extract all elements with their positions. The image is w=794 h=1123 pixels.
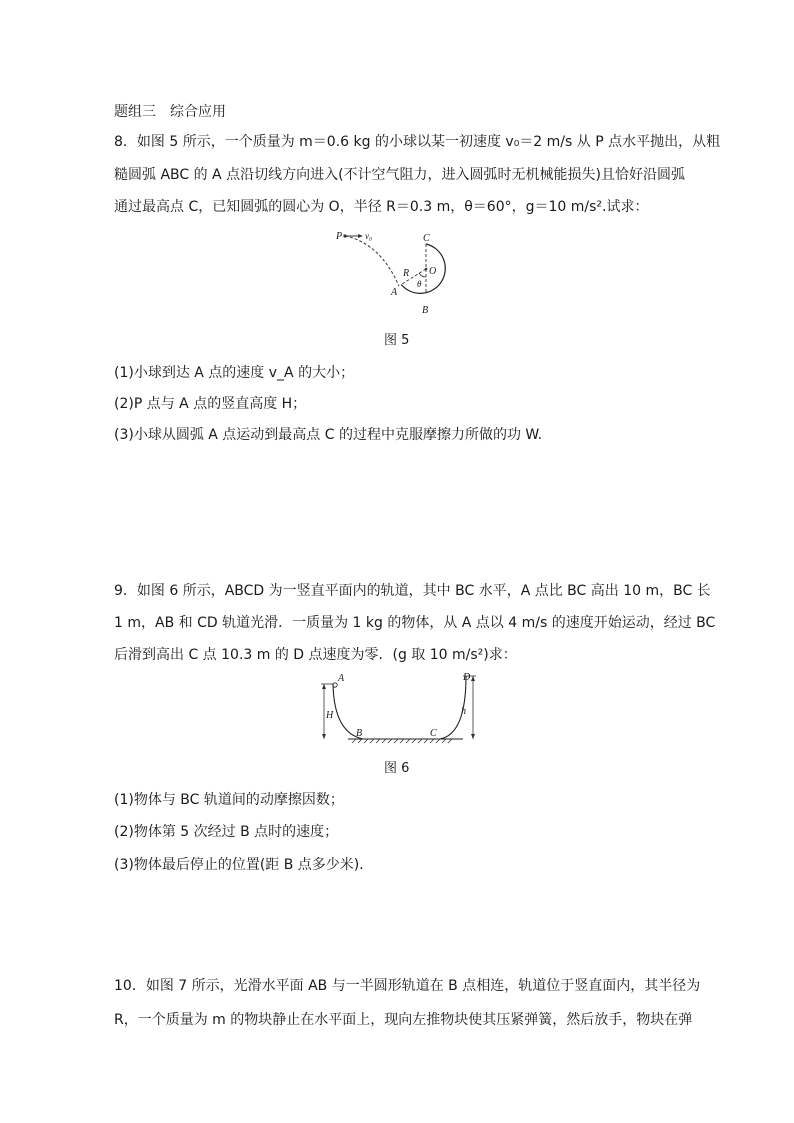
q9-line-2: 1 m，AB 和 CD 轨道光滑．一质量为 1 kg 的物体，从 A 点以 4 m/s 的速度开始运动，经过 BC: [114, 615, 716, 631]
q10-line-1: 10．如图 7 所示，光滑水平面 AB 与一半圆形轨道在 B 点相连，轨道位于竖直面内，其半径为: [114, 978, 701, 994]
q9-line-3: 后滑到高出 C 点 10.3 m 的 D 点速度为零．(g 取 10 m/s²)求：: [114, 647, 517, 663]
q9-sub-3: (3)物体最后停止的位置(距 B 点多少米)．: [114, 857, 374, 873]
label-p: P: [336, 231, 343, 242]
dim-h-right-arrow-down: [471, 734, 475, 739]
section-title: 题组三 综合应用: [114, 104, 226, 120]
dim-h-left-arrow-up: [322, 684, 326, 689]
q8-sub-1: (1)小球到达 A 点的速度 v_A 的大小；: [114, 365, 355, 381]
label-h-right: h: [461, 706, 466, 717]
dim-h-right-arrow-up: [471, 676, 475, 681]
q8-sub-2: (2)P 点与 A 点的竖直高度 H；: [114, 396, 307, 412]
label-o: O: [429, 266, 437, 277]
label-b: B: [422, 305, 429, 316]
ground-hatching: [352, 739, 452, 743]
theta-arc: [419, 273, 426, 277]
label-c: C: [423, 233, 430, 244]
label-c: C: [430, 728, 437, 739]
trajectory-dashed: [345, 236, 399, 286]
q8-sub-3: (3)小球从圆弧 A 点运动到最高点 C 的过程中克服摩擦力所做的功 W.: [114, 427, 543, 443]
figure-6-diagram: [318, 668, 483, 748]
label-d: D: [463, 672, 471, 683]
center-o-dot: [425, 268, 428, 271]
label-a: A: [391, 287, 398, 298]
q10-line-2: R，一个质量为 m 的物块静止在水平面上，现向左推物块使其压紧弹簧，然后放手，物块在弹: [114, 1012, 693, 1028]
q9-sub-2: (2)物体第 5 次经过 B 点时的速度；: [114, 824, 339, 840]
velocity-arrowhead: [358, 234, 363, 238]
label-a: A: [338, 673, 345, 684]
figure-5-caption: 图 5: [384, 333, 410, 348]
dim-h-left-arrow-down: [322, 734, 326, 739]
q9-line-1: 9．如图 6 所示，ABCD 为一竖直平面内的轨道，其中 BC 水平，A 点比 BC 高出 10 m，BC 长: [114, 583, 711, 599]
q9-sub-1: (1)物体与 BC 轨道间的动摩擦因数；: [114, 792, 344, 808]
figure-5-diagram: [330, 225, 470, 320]
q8-line-3: 通过最高点 C，已知圆弧的圆心为 O，半径 R＝0.3 m，θ＝60°，g＝10 m/s².试求：: [114, 199, 649, 215]
label-b: B: [356, 728, 363, 739]
q8-line-1: 8．如图 5 所示，一个质量为 m＝0.6 kg 的小球以某一初速度 v₀＝2 m/s 从 P 点水平抛出，从粗: [114, 134, 721, 150]
q8-line-2: 糙圆弧 ABC 的 A 点沿切线方向进入(不计空气阻力，进入圆弧时无机械能损失)且恰好沿圆弧: [114, 167, 686, 183]
label-theta: θ: [417, 279, 422, 289]
label-v0: v₀: [365, 231, 373, 241]
figure-6-caption: 图 6: [384, 761, 410, 776]
label-h-left: H: [326, 710, 334, 721]
label-r: R: [403, 268, 410, 279]
